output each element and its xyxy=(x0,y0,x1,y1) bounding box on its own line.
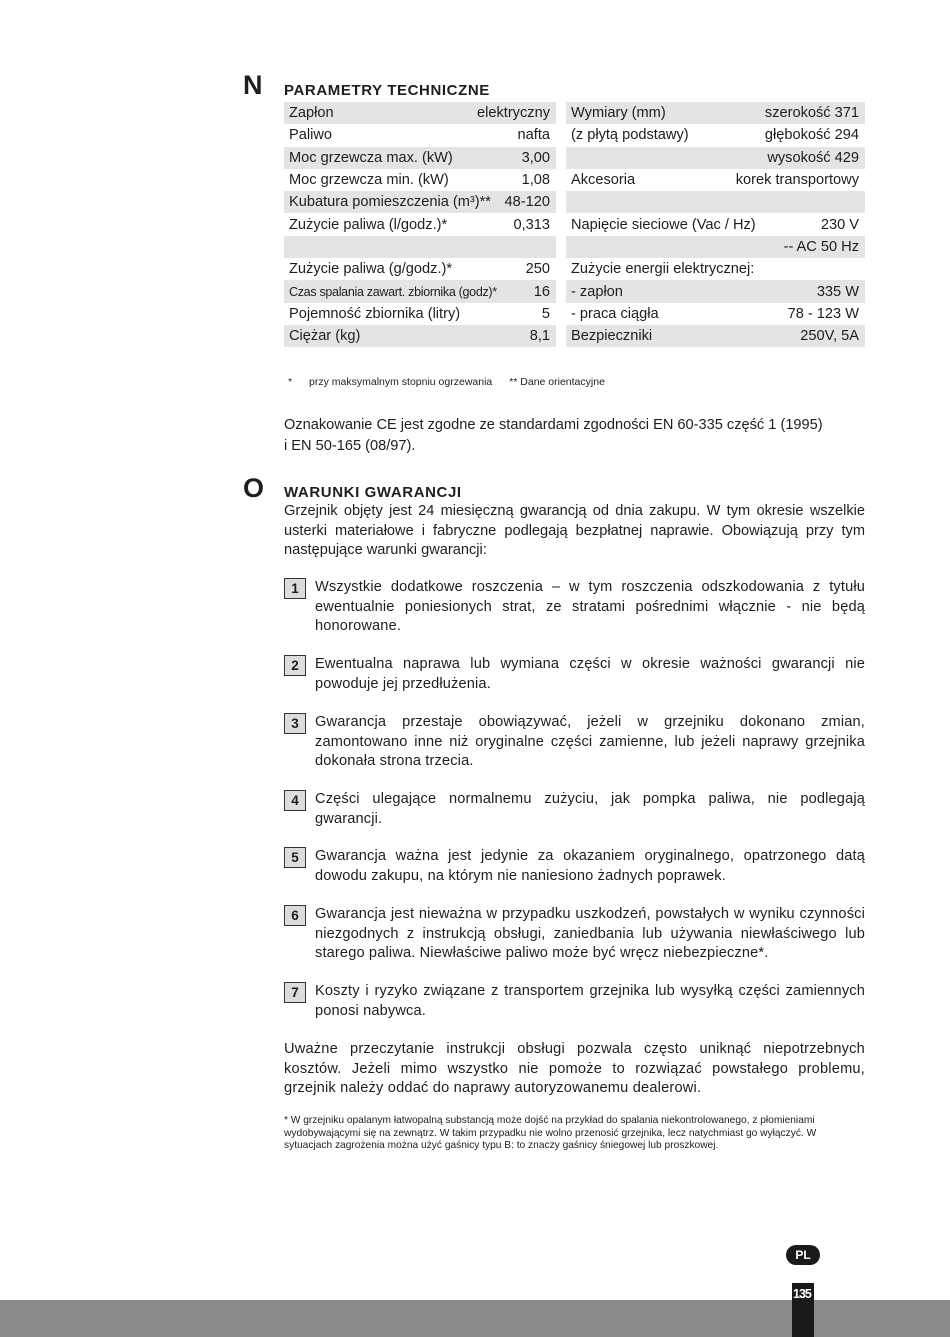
condition-number-box: 7 xyxy=(284,982,306,1003)
spec-label: Zapłon xyxy=(289,105,334,122)
spec-value: wysokość 429 xyxy=(767,149,859,166)
spec-row xyxy=(566,303,865,325)
section-letter-n: N xyxy=(243,70,263,100)
spec-label: Czas spalania zawart. zbiornika (godz)* xyxy=(289,284,497,299)
footnote-max-heating: przy maksymalnym stopniu ogrzewania xyxy=(309,376,493,388)
spec-row xyxy=(284,213,556,235)
spec-label: Akcesoria xyxy=(571,172,636,189)
spec-table-right xyxy=(566,102,865,347)
condition-number-box: 2 xyxy=(284,655,306,676)
spec-value: 3,00 xyxy=(521,149,550,166)
footnote-approximate: ** Dane orientacyjne xyxy=(509,376,605,388)
ce-conformity-text xyxy=(284,415,864,457)
condition-text: Koszty i ryzyko związane z transportem grzejnika lub wysyłką części zamiennych ponosi nabywca. xyxy=(315,983,865,1019)
spec-label: Kubatura pomieszczenia (m³)** xyxy=(289,194,491,211)
spec-row xyxy=(566,236,865,258)
spec-label: Moc grzewcza max. (kW) xyxy=(289,149,453,166)
spec-value: 0,313 xyxy=(513,216,550,233)
spec-value: 230 V xyxy=(820,216,859,233)
spec-row xyxy=(566,213,865,235)
spec-value: 78 - 123 W xyxy=(787,305,859,322)
warranty-intro: Grzejnik objęty jest 24 miesięczną gwarancją od dnia zakupu. W tym okresie wszelkie usterki materiałowe i fabryczne podlegają bezpłatnej naprawie. Obowiązują przy tym następujące warunki gwarancji: xyxy=(284,503,865,558)
condition-text: Gwarancja przestaje obowiązywać, jeżeli w grzejniku dokonano zmian, zamontowano inne niż oryginalne części zamienne, lub jeżeli naprawy grzejnika dokonała strona trzecia. xyxy=(315,714,865,769)
spec-row xyxy=(566,124,865,146)
spec-row xyxy=(566,102,865,124)
spec-value: 250V, 5A xyxy=(800,328,859,345)
spec-value: elektryczny xyxy=(477,105,550,122)
spec-row xyxy=(566,147,865,169)
spec-value: 8,1 xyxy=(529,328,550,345)
spec-label: Zużycie paliwa (g/godz.)* xyxy=(289,261,453,278)
condition-text: Wszystkie dodatkowe roszczenia – w tym roszczenia odszkodowania z tytułu ewentualnie poniesionych strat, ze stratami pośrednimi włącznie - nie będą honorowane. xyxy=(315,579,865,634)
spec-label: Paliwo xyxy=(289,127,332,144)
spec-label: Ciężar (kg) xyxy=(289,328,361,345)
spec-value: 16 xyxy=(533,283,550,300)
spec-row xyxy=(284,325,556,347)
spec-value: głębokość 294 xyxy=(764,127,859,144)
condition-number-box: 6 xyxy=(284,905,306,926)
spec-row xyxy=(566,258,865,280)
condition-number-box: 5 xyxy=(284,847,306,868)
condition-number-box: 4 xyxy=(284,790,306,811)
spec-value: 1,08 xyxy=(521,172,550,189)
ce-line: Oznakowanie CE jest zgodne ze standardami zgodności EN 60-335 część 1 (1995) xyxy=(284,417,823,433)
warranty-closing: Uważne przeczytanie instrukcji obsługi pozwala często uniknąć niepotrzebnych kosztów. Jeżeli mimo wszystko nie pomoże to rozwiązać powstałego problemu, grzejnik należy oddać do naprawy autoryzowanemu dealerowi. xyxy=(284,1041,865,1096)
spec-row xyxy=(284,280,556,302)
condition-text: Ewentualna naprawa lub wymiana części w okresie ważności gwarancji nie powoduje jej przedłużenia. xyxy=(315,656,865,692)
safety-footnote: * W grzejniku opalanym łatwopalną substancją może dojść na przykład do spalania niekontrolowanego, z płomieniami wydobywającymi się na zewnątrz. W takim przypadku nie wolno przenosić grzejnika, lecz natychmiast go wyłączyć. W sytuacjach zagrożenia można użyć gaśnicy typu B: to znaczy gaśnicy śniegowej lub proszkowej. xyxy=(284,1115,817,1151)
section-letter-o: O xyxy=(243,473,265,503)
spec-value: 48-120 xyxy=(504,194,550,211)
spec-table-left xyxy=(284,102,556,347)
spec-value: 335 W xyxy=(816,283,859,300)
spec-row xyxy=(566,325,865,347)
spec-row xyxy=(284,258,556,280)
condition-number-box: 3 xyxy=(284,713,306,734)
spec-value: -- AC 50 Hz xyxy=(783,238,859,255)
spec-label: Napięcie sieciowe (Vac / Hz) xyxy=(571,216,756,233)
spec-label: - zapłon xyxy=(571,283,623,300)
spec-row xyxy=(284,102,556,124)
spec-label: - praca ciągła xyxy=(571,305,659,322)
spec-value: 250 xyxy=(525,261,550,278)
spec-label: Bezpieczniki xyxy=(571,328,653,345)
page-number: 135 xyxy=(793,1287,811,1301)
spec-row xyxy=(566,191,865,213)
spec-value: 5 xyxy=(541,305,550,322)
spec-footnotes xyxy=(288,376,619,388)
condition-text: Gwarancja jest nieważna w przypadku uszkodzeń, powstałych w wyniku czynności niezgodnych z instrukcją obsługi, zaniedbania lub używania niewłaściwego lub starego paliwa. Niewłaściwe paliwo może być wręcz niebezpieczne*. xyxy=(315,906,865,961)
condition-text: Części ulegające normalnemu zużyciu, jak pompka paliwa, nie podlegają gwarancji. xyxy=(315,791,865,827)
spec-row xyxy=(284,303,556,325)
condition-number-box: 1 xyxy=(284,578,306,599)
spec-label: (z płytą podstawy) xyxy=(571,127,689,144)
spec-label: Pojemność zbiornika (litry) xyxy=(289,305,461,322)
condition-text: Gwarancja ważna jest jedynie za okazaniem oryginalnego, opatrzonego datą dowodu zakupu, na którym nie naniesiono żadnych poprawek. xyxy=(315,848,865,884)
spec-value: szerokość 371 xyxy=(764,105,859,122)
language-badge: PL xyxy=(786,1245,820,1265)
ce-line: i EN 50-165 (08/97). xyxy=(284,438,416,454)
section-title-warranty: WARUNKI GWARANCJI xyxy=(284,484,462,501)
spec-row xyxy=(566,169,865,191)
footnote-star: * xyxy=(288,376,293,388)
spec-row xyxy=(284,147,556,169)
spec-value: nafta xyxy=(517,127,550,144)
spec-label: Zużycie paliwa (l/godz.)* xyxy=(289,216,448,233)
spec-row xyxy=(284,124,556,146)
spec-label: Wymiary (mm) xyxy=(571,105,666,122)
spec-value: korek transportowy xyxy=(735,172,859,189)
spec-row xyxy=(566,280,865,302)
spec-label: Moc grzewcza min. (kW) xyxy=(289,172,449,189)
spec-label: Zużycie energii elektrycznej: xyxy=(571,261,755,278)
spec-row xyxy=(284,236,556,258)
section-title-technical-parameters: PARAMETRY TECHNICZNE xyxy=(284,82,490,99)
spec-row xyxy=(284,169,556,191)
spec-row xyxy=(284,191,556,213)
